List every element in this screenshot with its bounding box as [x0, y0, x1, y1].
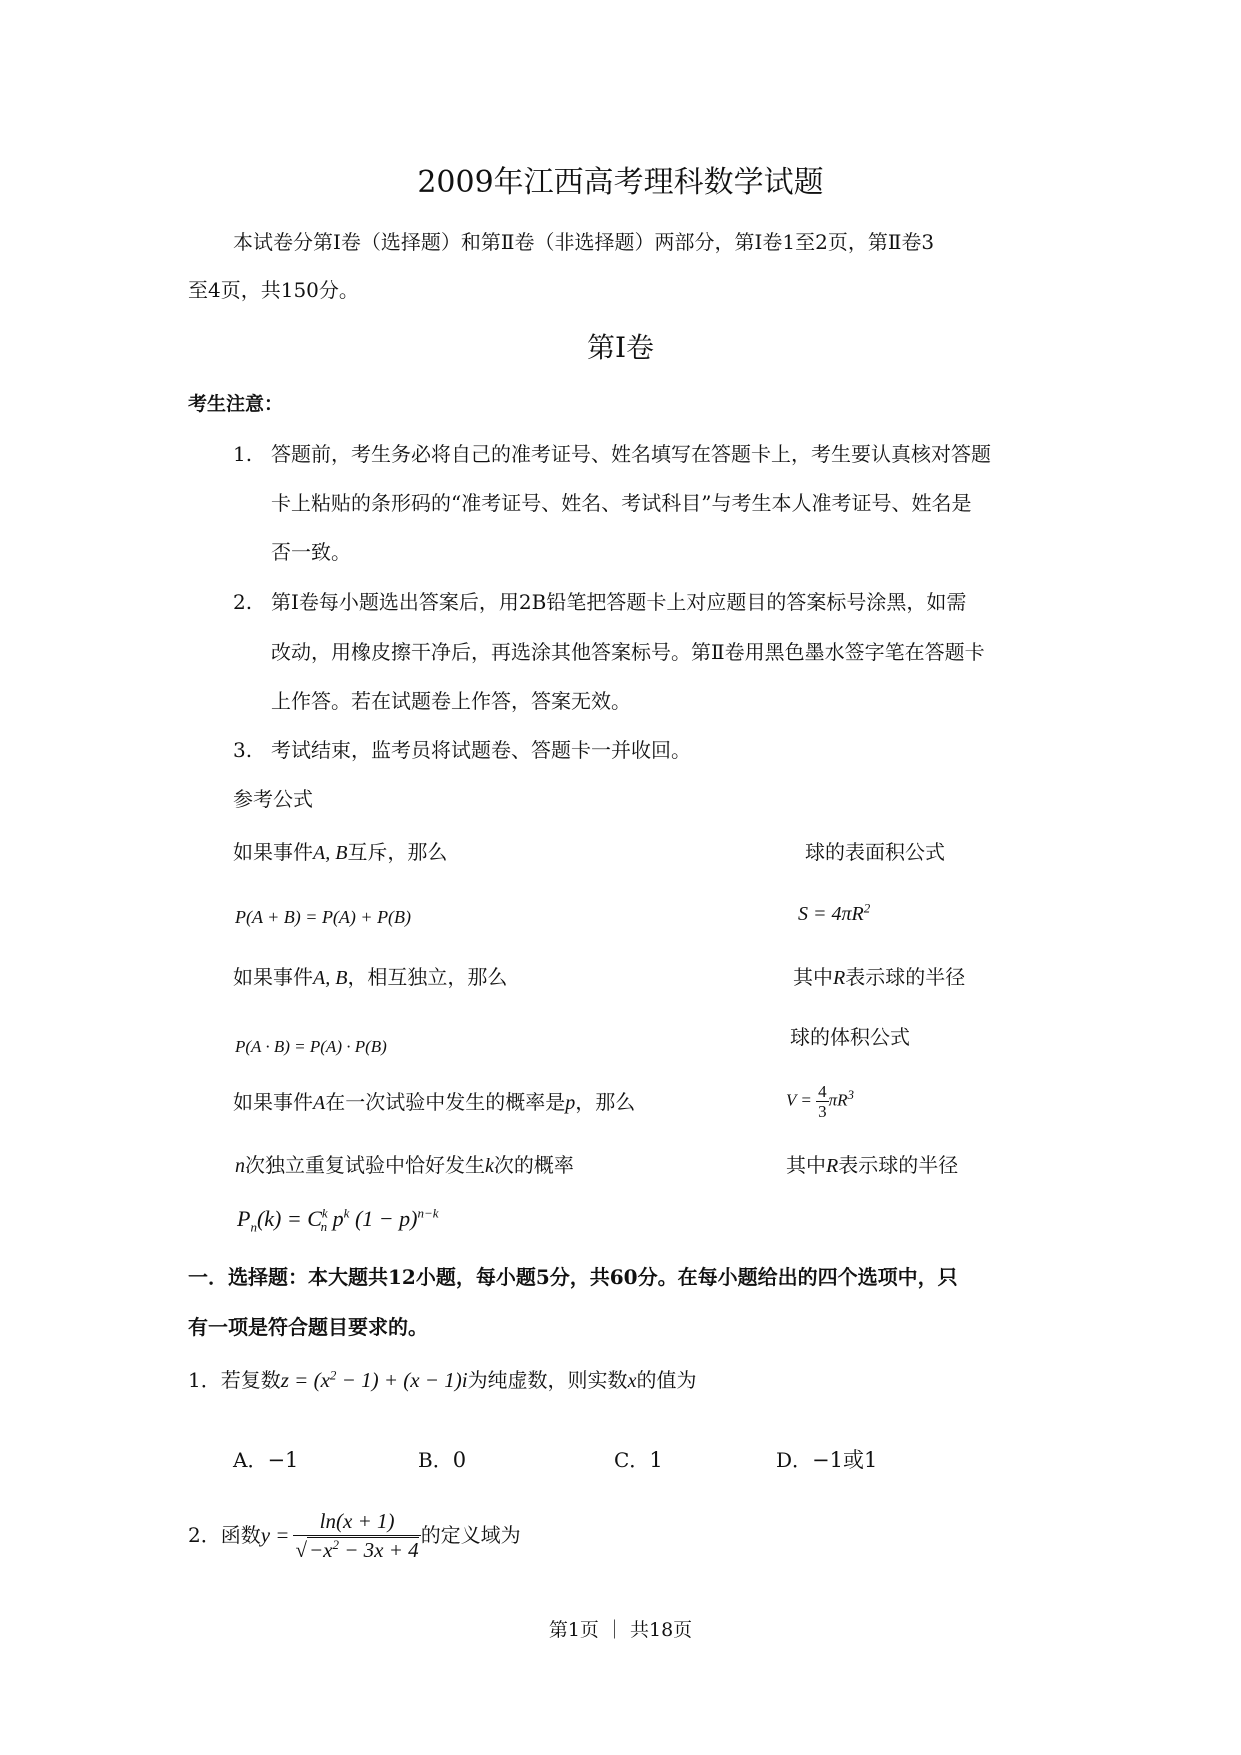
- part1-heading-line-1: 一．选择题：本大题共12小题，每小题5分，共60分。在每小题给出的四个选项中，只: [188, 1265, 958, 1289]
- formula-left-3-vars: A, B: [313, 967, 348, 989]
- option-d-label: D．: [776, 1448, 813, 1472]
- question-1: [188, 1368, 696, 1393]
- page-footer: 第1页 ｜ 共18页: [548, 1619, 693, 1641]
- formula-left-7-sup-k2: k: [343, 1205, 350, 1221]
- question-2-den-sup: 2: [332, 1536, 340, 1552]
- notice-2-line-3: 上作答。若在试题卷上作答，答案无效。: [271, 689, 631, 713]
- formula-right-5-tail: πR: [828, 1090, 848, 1110]
- formula-right-5-num: 4: [818, 1082, 827, 1101]
- notice-1-line-3: 否一致。: [271, 540, 351, 564]
- question-2-lhs: y =: [260, 1523, 290, 1547]
- formula-left-6: [235, 1153, 574, 1178]
- formula-left-5-p: p: [565, 1092, 576, 1114]
- formula-right-3-var: R: [833, 967, 846, 989]
- formula-right-5: [786, 1082, 854, 1121]
- notice-1-line-1: 答题前，考生务必将自己的准考证号、姓名填写在答题卡上，考生要认真核对答题: [271, 442, 991, 466]
- formula-right-2-expr: S = 4πR: [798, 903, 864, 925]
- question-1-post2: 的值为: [636, 1368, 697, 1392]
- formula-left-1-pre: 如果事件: [233, 840, 313, 864]
- question-1-expr-b: − 1) + (x − 1)i: [336, 1368, 468, 1392]
- question-1-expr-a: z = (x: [280, 1368, 330, 1392]
- formula-left-6-post: 次的概率: [493, 1153, 574, 1177]
- question-2-den-b: − 3x + 4: [339, 1537, 419, 1562]
- formula-right-4: 球的体积公式: [790, 1025, 910, 1049]
- formula-right-3-pre: 其中: [793, 965, 833, 989]
- formula-right-3: [793, 965, 965, 990]
- option-b-label: B．: [418, 1448, 453, 1472]
- question-1-option-d[interactable]: [776, 1448, 877, 1472]
- formula-left-5-post: ，那么: [575, 1090, 636, 1114]
- formula-right-6-pre: 其中: [786, 1153, 826, 1177]
- question-1-option-c[interactable]: [614, 1448, 663, 1472]
- formula-left-7-p: p: [332, 1206, 344, 1231]
- question-2-frac: [293, 1507, 420, 1564]
- question-2-den-a: −x: [309, 1537, 333, 1562]
- question-1-option-b[interactable]: [418, 1448, 466, 1472]
- question-1-pre: 1．若复数: [188, 1368, 281, 1392]
- formula-left-1: [233, 840, 447, 865]
- formula-left-1-post: 互斥，那么: [347, 840, 448, 864]
- formula-left-7-sup-k: k: [321, 1205, 328, 1221]
- formula-left-7-tail: (1 − p): [354, 1206, 418, 1231]
- notice-1-num: 1.: [233, 442, 253, 466]
- formula-right-6-var: R: [826, 1155, 839, 1177]
- part1-heading-line-2: 有一项是符合题目要求的。: [188, 1315, 428, 1339]
- question-2-pre: 2．函数: [188, 1523, 261, 1547]
- formula-right-6-post: 表示球的半径: [838, 1153, 959, 1177]
- question-2-num: ln(x + 1): [293, 1507, 420, 1536]
- question-2: [188, 1505, 521, 1565]
- option-a-label: A．: [233, 1448, 268, 1472]
- formula-left-7: [237, 1205, 439, 1235]
- notice-1-line-2: 卡上粘贴的条形码的“准考证号、姓名、考试科目”与考生本人准考证号、姓名是: [271, 491, 972, 515]
- formula-right-5-sup: 3: [847, 1086, 854, 1102]
- formula-left-2: P(A + B) = P(A) + P(B): [235, 907, 412, 927]
- formula-left-3: [233, 965, 507, 990]
- formula-left-3-post: ，相互独立，那么: [347, 965, 508, 989]
- formula-left-1-vars: A, B: [313, 842, 348, 864]
- formula-left-5: [233, 1090, 635, 1115]
- section-title: 第Ⅰ卷: [586, 331, 655, 364]
- option-b-value: 0: [452, 1448, 467, 1472]
- formula-left-4: P(A · B) = P(A) · P(B): [235, 1037, 387, 1056]
- formula-left-6-mid: 次独立重复试验中恰好发生: [245, 1153, 485, 1177]
- intro-line-2: 至4页，共150分。: [188, 278, 359, 302]
- formula-left-5-mid: 在一次试验中发生的概率是: [325, 1090, 566, 1114]
- formula-right-1: 球的表面积公式: [805, 840, 945, 864]
- notice-2-line-2: 改动，用橡皮擦干净后，再选涂其他答案标号。第Ⅱ卷用黑色墨水签字笔在答题卡: [271, 640, 985, 664]
- notice-3-num: 3.: [233, 738, 253, 762]
- formula-right-5-lhs: V =: [786, 1090, 812, 1110]
- formula-left-7-a: P: [237, 1206, 251, 1231]
- formula-left-6-k: k: [485, 1155, 494, 1177]
- formula-left-7-sup-nk: n−k: [417, 1205, 439, 1221]
- option-d-value: −1或1: [812, 1448, 878, 1472]
- formula-left-5-var: A: [313, 1092, 326, 1114]
- intro-line-1: 本试卷分第Ⅰ卷（选择题）和第Ⅱ卷（非选择题）两部分，第Ⅰ卷1至2页，第Ⅱ卷3: [233, 230, 935, 254]
- notice-2-line-1: 第I卷每小题选出答案后，用2B铅笔把答题卡上对应题目的答案标号涂黑，如需: [271, 590, 967, 614]
- formula-right-2: [798, 902, 870, 926]
- formula-right-3-post: 表示球的半径: [845, 965, 966, 989]
- option-a-value: −1: [267, 1448, 299, 1472]
- question-1-sup: 2: [329, 1367, 337, 1383]
- option-c-value: 1: [649, 1448, 663, 1472]
- question-1-var: x: [627, 1370, 637, 1392]
- notice-3-line-1: 考试结束，监考员将试题卷、答题卡一并收回。: [271, 738, 691, 762]
- question-1-post: 为纯虚数，则实数: [467, 1368, 628, 1392]
- formula-right-6: [786, 1153, 958, 1178]
- question-2-post: 的定义域为: [420, 1523, 521, 1547]
- formula-left-5-pre: 如果事件: [233, 1090, 313, 1114]
- formula-left-3-pre: 如果事件: [233, 965, 313, 989]
- question-2-den: $√-x^2 - 3x + 4$: [295, 1536, 419, 1562]
- formula-right-5-frac: [816, 1082, 829, 1121]
- ref-heading: 参考公式: [233, 787, 313, 811]
- notice-heading: 考生注意：: [188, 393, 284, 415]
- formula-right-2-sup: 2: [863, 900, 871, 916]
- formula-left-7-sub-n2: n: [320, 1219, 328, 1235]
- notice-2-num: 2.: [233, 590, 253, 614]
- formula-left-7-sub-n: n: [250, 1219, 257, 1235]
- formula-left-7-mid: (k) = C: [256, 1206, 322, 1231]
- question-1-option-a[interactable]: [233, 1448, 298, 1472]
- formula-left-6-n: n: [235, 1155, 245, 1177]
- option-c-label: C．: [614, 1448, 650, 1472]
- page-title: 2009年江西高考理科数学试题: [417, 165, 824, 200]
- formula-right-5-den: 3: [818, 1102, 827, 1121]
